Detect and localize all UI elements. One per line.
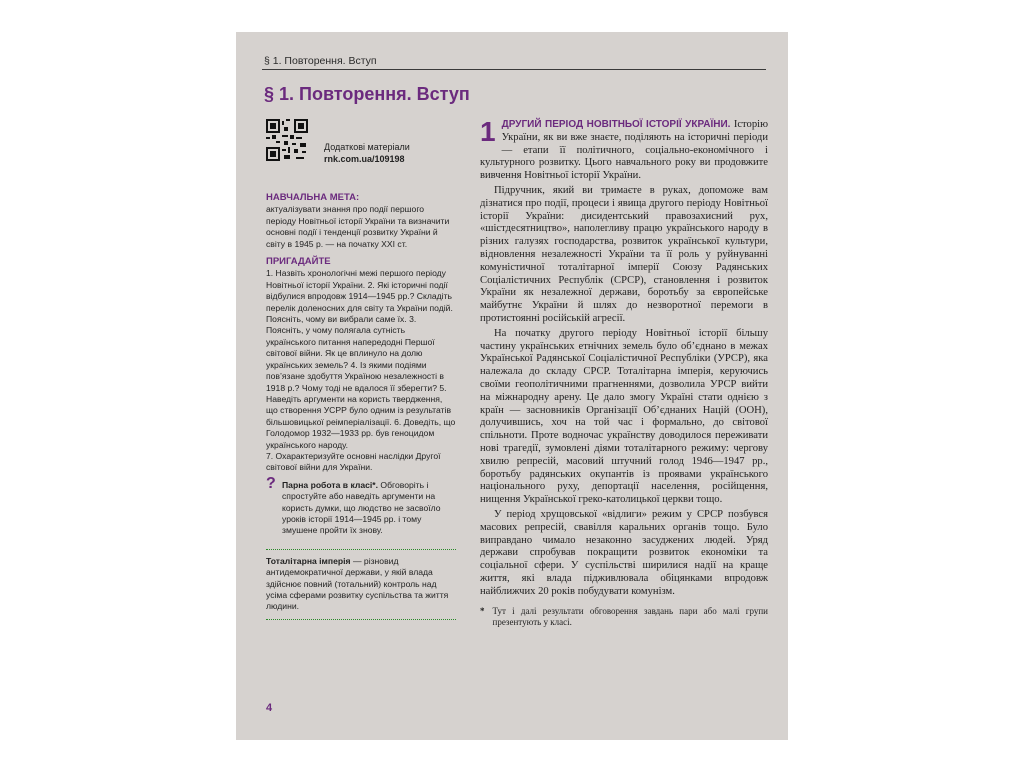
footnote (480, 606, 768, 628)
extra-materials-label: Додаткові матеріали (324, 142, 410, 152)
running-head: § 1. Повторення. Вступ (264, 55, 377, 67)
definition-text: — різновид антидемократичної держави, у якій влада здійснює повний (тотальний) контроль над усіма сферами розвитку суспільства та життя людини. (266, 555, 449, 612)
remember-questions: 1. Назвіть хронологічні межі першого періоду Новітньої історії України. 2. Які історичні події відбулися впродовж 1914—1945 рр.? Складіть перелік доленосних для світу та України подій. Поясніть, чому ви вибрали саме їх. 3. Поясніть, у чому полягала сутність українського питання напередодні Першої світової війни. Як це вплинуло на долю українських земель? 4. Із якими подіями пов’язане здобуття Україною незалежності в 1918 р.? Чому тоді не вдалося її зберегти? 5. Наведіть аргументи на користь твердження, що створення УСРР було одним із результатів більшовицької реімперіалізації. 6. Доведіть, що Голодомор 1932—1933 рр. був геноцидом українського народу. 7. Охарактеризуйте основні наслідки Другої світової війни для України. (266, 268, 456, 473)
footnote-text: Тут і далі результати обговорення завдань пари або малі групи презентують у класі. (492, 606, 768, 628)
definition-box (266, 556, 456, 613)
paragraph-3: На початку другого періоду Новітньої історії більшу частину українських етнічних земель було об’єднано в межах Української Радянської Соціалістичної Республіки (УРСР), яка належала до складу СРСР. Тоталітарна імперія, керуючись своїми геополітичними прагненнями, дозволила УРСР вийти на міжнародну арену. Це дало змогу Україні стати однією з країн — засновників Організації Об’єднаних Націй (ООН), долучившись, хоч на той час і формально, до світової спільноти. Проте водночас українству доводилося переживати нові трагедії, зумовлені діями тоталітарного режиму: чергову хвилю репресій, масовий штучний голод 1946—1947 рр., боротьбу радянських окупантів із проявами українського національного руху, депортації населення, російщення, нищення Української греко-католицької церкви тощо. (480, 327, 768, 506)
goal-label: НАВЧАЛЬНА МЕТА: (266, 192, 360, 203)
remember-label: ПРИГАДАЙТЕ (266, 256, 331, 268)
textbook-page (236, 32, 788, 740)
page-number: 4 (266, 702, 273, 714)
question-icon: ? (266, 474, 276, 492)
paragraph-1 (480, 116, 768, 183)
extra-materials-link[interactable]: rnk.com.ua/109198 (324, 154, 405, 164)
sidebar-column (266, 192, 456, 626)
qr-code-icon (266, 119, 308, 161)
extra-materials (324, 141, 410, 165)
footnote-mark: * (480, 606, 485, 617)
section-title: § 1. Повторення. Вступ (264, 84, 470, 104)
pair-work-text: Обговоріть і спростуйте або наведіть аргументи на користь думки, що людство не засвоїло уроків історії 1914—1945 рр. і тому змушене пройти їх знову. (282, 479, 441, 536)
pair-work-label: Парна робота в класі*. (282, 479, 378, 490)
paragraph-2: Підручник, який ви тримаєте в руках, допоможе вам дізнатися про події, процеси і явища другого періоду Новітньої історії України: дисидентський правозахисний рух, «шістдесятництво», наполегливу працю українського народу в різних галузях господарства, розвиток української культури, відновлення незалежності України та її роль у руйнуванні комуністичної тоталітарної імперії Союзу Радянських Соціалістичних Республік (СРСР), становлення і розвиток України як незалежної держави, боротьбу за європейське майбутнє України й шлях до незворотної перемоги в протистоянні російській агресії. (480, 184, 768, 324)
header-rule (262, 69, 766, 70)
pair-work-task (266, 474, 456, 537)
subsection-heading: ДРУГИЙ ПЕРІОД НОВІТНЬОЇ ІСТОРІЇ УКРАЇНИ. (501, 119, 731, 130)
paragraph-1-text: Історію України, як ви вже знаєте, поділяють на історичні періоди — етапи її політичного, соціально-економічного і культурного розвитку. Цього навчального року ви продовжите вивчення Новітньої історії України. (480, 119, 768, 182)
dotted-divider (266, 549, 456, 550)
subsection-number: 1 (480, 116, 496, 147)
main-column (480, 116, 768, 628)
definition-term: Тоталітарна імперія (266, 555, 351, 566)
dotted-divider-bottom (266, 619, 456, 620)
goal-text: актуалізувати знання про події першого періоду Новітньої історії України та визначити основні події і тенденції розвитку України й світу в 1945 р. — на початку XXI ст. (266, 204, 450, 249)
paragraph-4: У період хрущовської «відлиги» режим у СРСР позбувся масових репресій, свавілля каральних органів тощо. Було виправдано чимало незаконно засуджених людей. Уряд держави спробував покращити розвиток економіки та соціальної сфери. У суспільстві ширилися надії на краще життя, які влада підживлювала обіцянками впродовж найближчих 20 років побудувати комунізм. (480, 508, 768, 597)
